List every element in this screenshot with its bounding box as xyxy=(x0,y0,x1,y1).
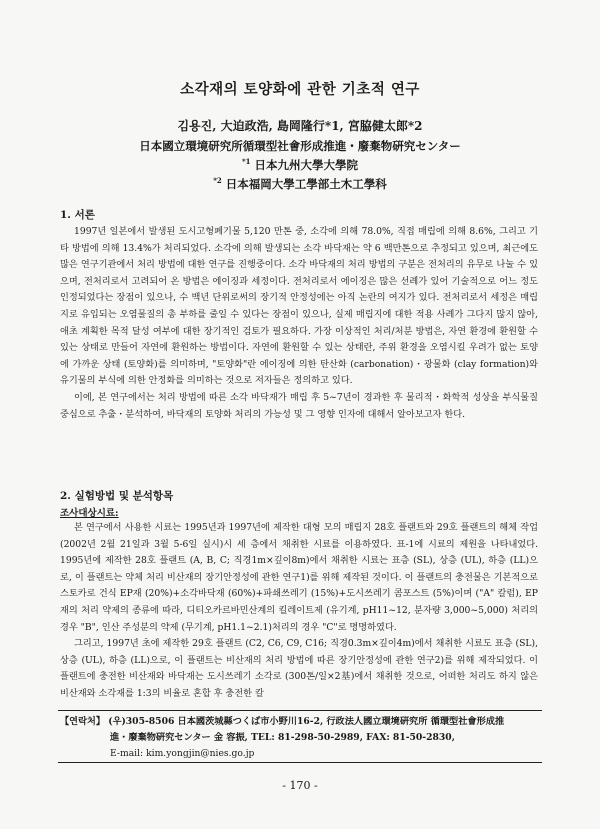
affiliation-text: 日本九州大學大學院 xyxy=(254,158,359,172)
section-1-body xyxy=(60,224,538,423)
author-list: 김용진, 大迫政浩, 島岡隆行*1, 宮脇健太郎*2 xyxy=(177,119,423,133)
paper-title: 소각재의 토양화에 관한 기초적 연구 xyxy=(180,81,420,98)
footnote-divider-bottom xyxy=(58,762,542,763)
contact-email: E-mail: kim.yongjin@nies.go.jp xyxy=(110,748,255,759)
contact-block xyxy=(60,714,546,762)
contact-label: 【연락처】 xyxy=(60,716,106,727)
affiliation-mark: *1 xyxy=(241,157,251,167)
affiliation-mark: *2 xyxy=(213,176,222,186)
affiliation-text: 日本國立環境研究所循環型社會形成推進・廢棄物硏究センター xyxy=(139,139,461,153)
page-number: - 170 - xyxy=(282,779,318,792)
contact-line-1: (우)305-8506 日本國茨城縣つくば市小野川16-2, 行政法人國立環境硏究所 循環型社會形成推 xyxy=(108,716,505,727)
paragraph: 본 연구에서 사용한 시료는 1995년과 1997년에 제작한 대형 모의 매립지 28호 플랜트와 29호 플랜트의 해체 작업 (2002년 2월 21일과 3월 5-6일 실시)시 세 층에서 채취한 시료를 이용하였다. 표-1에 시료의 제원을 나타내었다. 1995년에 제작한 28호 플랜트 (A, B, C; 직경1m×깊이8m)에서 채취한 시료는 표층 (SL), 상층 (UL), 하층 (LL)으로, 이 플랜트는 약체 처리 비산재의 장기안정성에 관한 연구1)를 위해 제작된 것이다. 이 플랜트의 충전물은 기본적으로 스토카로 건식 EP재 (20%)+소각바닥재 (60%)+파쇄쓰레기 (15%)+도시쓰레기 콤포스트 (5%)이며 ("A" 칼럼), EP재의 처리 약제의 종류에 따라, 디티오카르바민산계의 킬레이트제 (유기계, pH11~12, 분자량 3,000~5,000) 처리의 경우 "B", 인산 주성분의 약제 (무기계, pH1.1~2.1)처리의 경우 "C"로 명명하였다. xyxy=(60,522,538,633)
paragraph: 1997년 일본에서 발생된 도시고형폐기물 5,120 만톤 중, 소각에 의해 78.0%, 직접 매립에 의해 8.6%, 그리고 기타 방법에 의해 13.4%가 처리되었다. 소각에 의해 발생되는 소각 바닥재는 약 6 백만톤으로 추정되고 있으며, 최근에도 많은 연구기관에서 처리 방법에 대한 연구를 진행중이다. 소각 바닥재의 처리 방법의 구분은 전처리의 유무로 나눌 수 있으며, 전처리로서 고려되어 온 방법은 에이징과 세정이다. 전처리로서 에이징은 많은 선례가 있어 기술적으로 어느 정도 인정되었다는 장점이 있으나, 수 백년 단위로써의 장기적 안정성에는 아직 논란의 여지가 있다. 전처리로서 세정은 매립지로 유입되는 오염물질의 총 부하를 줄일 수 있다는 장점이 있으나, 실제 매립지에 대한 적용 사례가 그다지 많지 않아, 애초 계획한 목적 달성 여부에 대한 장기적인 검토가 필요하다. 가장 이상적인 처리/처분 방법은, 자연 환경에 환원할 수 있는 상태로 만들어 자연에 환원하는 방법이다. 자연에 환원할 수 있는 상태란, 주위 환경을 오염시킬 우려가 없는 토양에 가까운 상태 (토양화)를 의미하며, "토양화"란 에이징에 의한 탄산화 (carbonation)・광물화 (clay formation)와 유기물의 부식에 의한 안정화를 의미하는 것으로 저자들은 정의하고 있다. xyxy=(60,226,538,387)
contact-line-2: 進・廢棄物硏究センター 金 容振, TEL: 81-298-50-2989, FAX: 81-50-2830, xyxy=(110,732,455,743)
section-1-heading: 1. 서론 xyxy=(60,209,95,221)
affiliation-2 xyxy=(0,157,600,173)
affiliation-1 xyxy=(0,138,600,154)
affiliation-3 xyxy=(0,176,600,192)
section-2-heading: 2. 실험방법 및 분석항목 xyxy=(60,490,174,502)
paragraph: 그리고, 1997년 초에 제작한 29호 플랜트 (C2, C6, C9, C16; 직경0.3m×깊이4m)에서 채취한 시료도 표층 (SL), 상층 (UL), 하층 (LL)으로, 이 플랜트는 비산재의 처리 방법에 따른 장기안정성에 관한 연구2)를 위해 제작되었다. 이 플랜트에 충전한 비산재와 바닥재는 도시쓰레기 소각로 (300톤/일×2基)에서 채취한 것으로, 어떠한 처리도 하지 않은 비산재와 소각재를 1:3의 비율로 혼합 후 충전한 칼 xyxy=(60,638,538,699)
affiliation-text: 日本福岡大學工學部土木工學科 xyxy=(225,177,387,191)
footnote-divider xyxy=(58,710,542,711)
paragraph: 이에, 본 연구에서는 처리 방법에 따른 소각 바닥재가 매립 후 5~7년이 경과한 후 물리적・화학적 성상을 부식물질 중심으로 추출・분석하여, 바닥재의 토양화 처리의 가능성 및 그 영향 인자에 대해서 알아보고자 한다. xyxy=(60,391,538,420)
section-2-body xyxy=(60,520,538,703)
section-2-subheading: 조사대상시료: xyxy=(60,508,119,519)
